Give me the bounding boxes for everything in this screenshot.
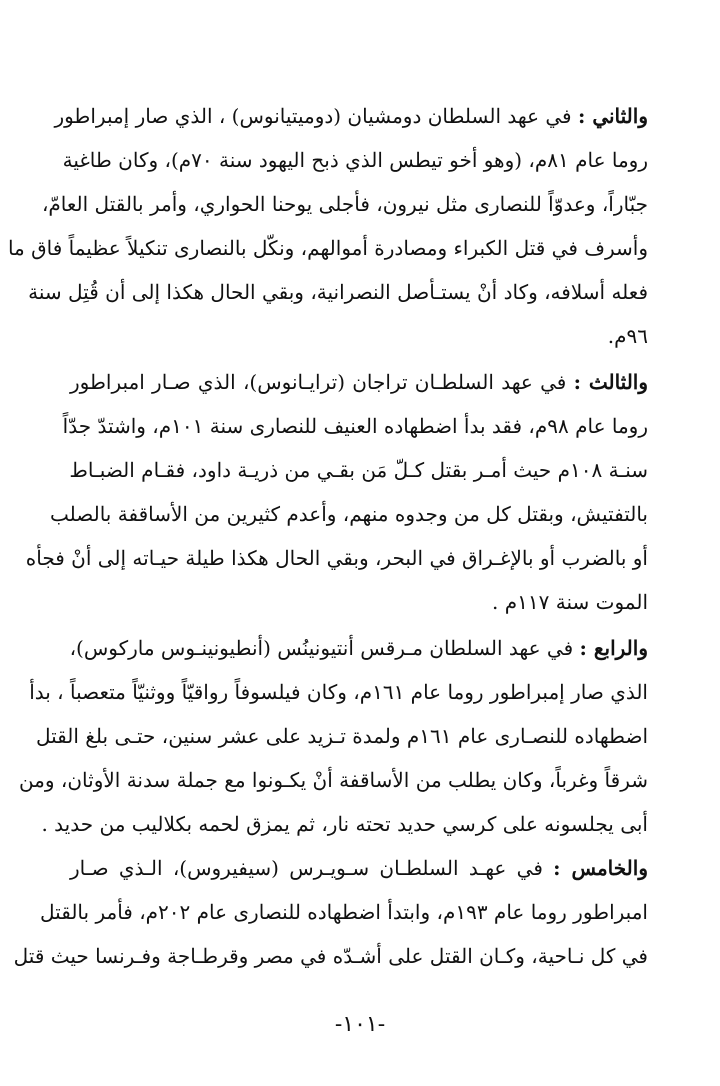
paragraph-line: روما عام ٨١م، (وهو أخو تيطس الذي ذبح اليهود سنة ٧٠م)، وكان طاغية [62,148,648,172]
paragraph-line: الموت سنة ١١٧م . [492,590,648,614]
paragraph-line: امبراطور روما عام ١٩٣م، وابتدأ اضطهاده للنصارى عام ٢٠٢م، فأمر بالقتل [40,900,648,924]
paragraph-line: ٩٦م. [607,324,648,348]
paragraph-line: بالتفتيش، وبقتل كل من وجدوه منهم، وأعدم كثيرين من الأساقفة بالصلب [50,502,648,526]
page-body [7,94,648,1024]
paragraph-line: وأسرف في قتل الكبراء ومصادرة أموالهم، ونكّل بالنصارى تنكيلاً عظيماً فاق ما [7,236,648,260]
paragraph-line: روما عام ٩٨م، فقد بدأ اضطهاده العنيف للنصارى سنة ١٠١م، واشتدّ جدّاً [62,414,648,438]
paragraph-line [70,626,648,670]
paragraph-line [70,846,648,890]
paragraph-lead: والثالث : [573,370,648,394]
paragraph-line: اضطهاده للنصـارى عام ١٦١م ولمدة تـزيد على عشر سنين، حتـى بلغ القتل [35,724,648,748]
paragraph-line [54,94,648,138]
paragraph-line: أبى يجلسونه على كرسي حديد تحته نار، ثم يمزق لحمه بكلاليب من حديد . [41,812,648,836]
paragraph-text: في عهد السلطان مـرقس أنتيونينُس (أنطيونينـوس ماركوس)، [69,636,580,660]
paragraph-lead: والرابع : [579,636,648,660]
paragraph-line: الذي صار إمبراطور روما عام ١٦١م، وكان فيلسوفاً رواقيّاً ووثنيّاً متعصباً ، بدأ [29,680,648,704]
paragraph-line: شرقاً وغرباً، وكان يطلب من الأساقفة أنْ يكـونوا مع جملة سدنة الأوثان، ومن [18,768,648,792]
paragraph-line: في كل نـاحية، وكـان القتل على أشـدّه في مصر وقرطـاجة وفـرنسا حيث قتل [13,944,648,968]
paragraph-lead: والخامس : [553,856,648,880]
paragraph-line [70,360,648,404]
paragraph-text: في عهـد السلطـان سـويـرس (سيفيروس)، الـذي صـار [70,856,554,880]
paragraph-line: سنـة ١٠٨م حيث أمـر بقتل كـلّ مَن بقـي من ذريـة داود، فقـام الضبـاط [69,458,648,482]
paragraph-line: جبّاراً، وعدوّاً للنصارى مثل نيرون، فأجلى يوحنا الحواري، وأمر بالقتل العامّ، [41,192,648,216]
paragraph-line: أو بالضرب أو بالإغـراق في البحر، وبقي الحال هكذا طيلة حيـاته إلى أنْ فجأه [25,546,648,570]
page-number: -١٠١- [334,1012,386,1037]
paragraph-text: في عهد السلطـان تراجان (ترايـانوس)، الذي صـار امبراطور [70,370,574,394]
paragraph-lead: والثاني : [577,104,648,128]
paragraph-line: فعله أسلافه، وكاد أنْ يستـأصل النصرانية، وبقي الحال هكذا إلى أن قُتِل سنة [28,280,648,304]
paragraph-text: في عهد السلطان دومشيان (دوميتيانوس) ، الذي صار إمبراطور [54,104,578,128]
